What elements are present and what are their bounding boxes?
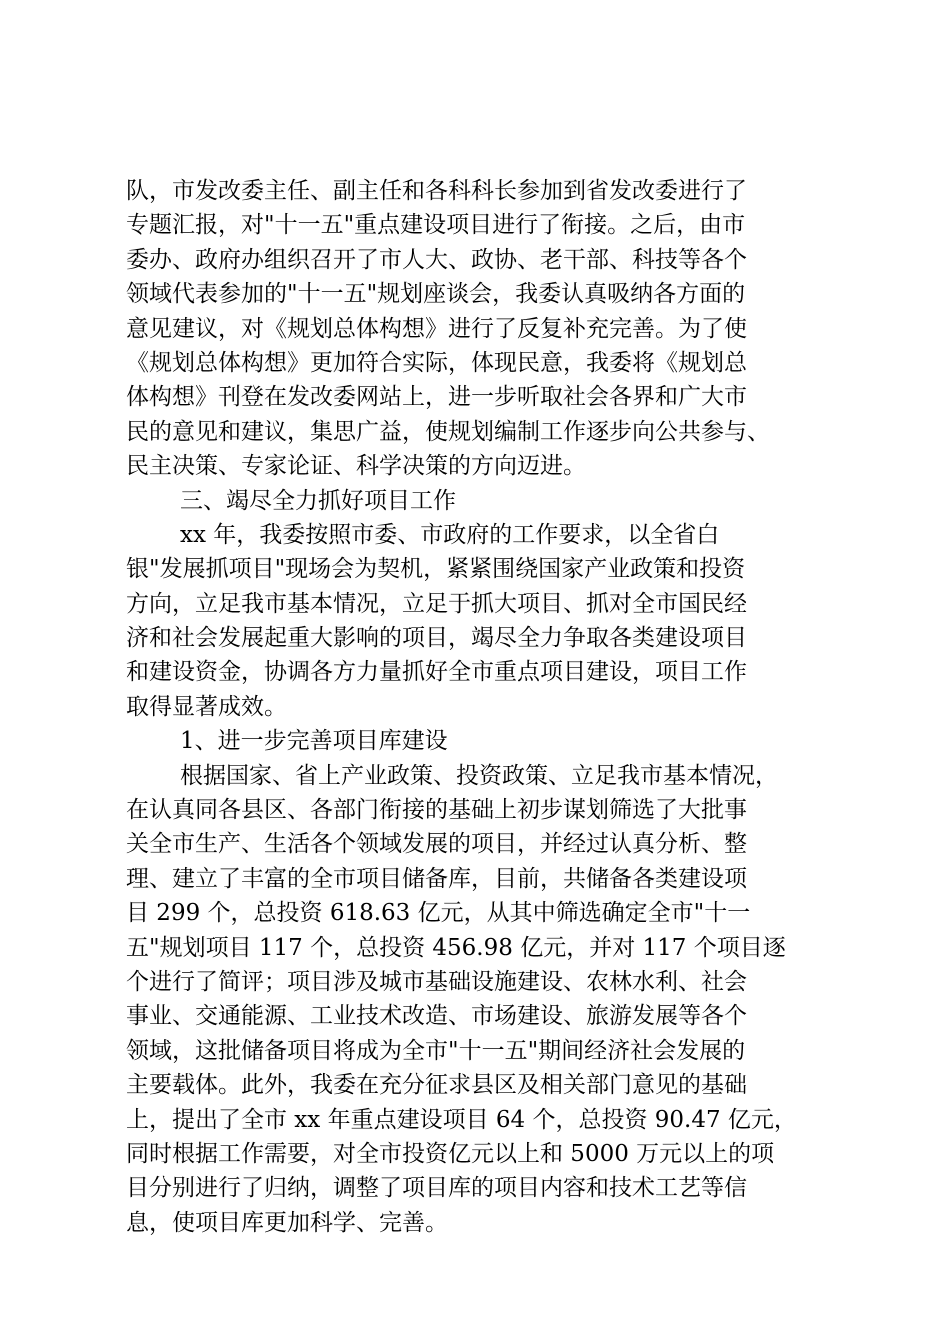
text-line: xx 年，我委按照市委、市政府的工作要求，以全省白 [180,521,720,548]
text-line: 委办、政府办组织召开了市人大、政协、老干部、科技等各个 [126,246,747,273]
text-line: 在认真同各县区、各部门衔接的基础上初步谋划筛选了大批事 [126,797,747,824]
text-line: 五"规划项目 117 个，总投资 456.98 亿元，并对 117 个项目逐 [126,934,786,961]
text-line: 队，市发改委主任、副主任和各科科长参加到省发改委进行了 [126,178,747,204]
text-line: 理、建立了丰富的全市项目储备库，目前，共储备各类建设项 [126,865,747,892]
text-line: 目 299 个，总投资 618.63 亿元，从其中筛选确定全市"十一 [126,900,751,927]
text-line: 息，使项目库更加科学、完善。 [126,1209,448,1236]
paragraph-project-work-overview [126,518,826,724]
text-line: 取得显著成效。 [126,693,287,720]
text-line: 体构想》刊登在发改委网站上，进一步听取社会各界和广大市 [126,384,747,411]
text-line: 目分别进行了归纳，调整了项目库的项目内容和技术工艺等信 [126,1175,747,1202]
text-line: 主要载体。此外，我委在充分征求县区及相关部门意见的基础 [126,1072,747,1099]
text-line: 意见建议，对《规划总体构想》进行了反复补充完善。为了使 [126,315,747,342]
text-line: 银"发展抓项目"现场会为契机，紧紧围绕国家产业政策和投资 [126,556,746,583]
text-line: 《规划总体构想》更加符合实际，体现民意，我委将《规划总 [126,349,747,376]
document-body [126,174,826,1240]
paragraph-project-library [126,759,826,1240]
paragraph-planning-consultation [126,174,826,484]
text-line: 关全市生产、生活各个领域发展的项目，并经过认真分析、整 [126,831,747,858]
text-line: 专题汇报，对"十一五"重点建设项目进行了衔接。之后，由市 [126,212,746,239]
text-line: 民的意见和建议，集思广益，使规划编制工作逐步向公共参与、 [126,418,770,445]
text-line: 济和社会发展起重大影响的项目，竭尽全力争取各类建设项目 [126,625,747,652]
text-line: 和建设资金，协调各方力量抓好全市重点项目建设，项目工作 [126,659,747,686]
text-line: 同时根据工作需要，对全市投资亿元以上和 5000 万元以上的项 [126,1140,775,1167]
text-line: 民主决策、专家论证、科学决策的方向迈进。 [126,453,586,480]
subheading-1: 1、进一步完善项目库建设 [180,728,448,755]
text-line: 领域代表参加的"十一五"规划座谈会，我委认真吸纳各方面的 [126,281,746,308]
text-line: 上，提出了全市 xx 年重点建设项目 64 个，总投资 90.47 亿元， [126,1106,797,1133]
text-line: 事业、交通能源、工业技术改造、市场建设、旅游发展等各个 [126,1003,747,1030]
text-line: 方向，立足我市基本情况，立足于抓大项目、抓对全市国民经 [126,590,747,617]
section-heading-3: 三、竭尽全力抓好项目工作 [180,487,456,514]
text-line: 根据国家、省上产业政策、投资政策、立足我市基本情况， [180,762,778,789]
text-line: 个进行了简评；项目涉及城市基础设施建设、农林水利、社会 [126,968,747,995]
text-line: 领域，这批储备项目将成为全市"十一五"期间经济社会发展的 [126,1037,746,1064]
